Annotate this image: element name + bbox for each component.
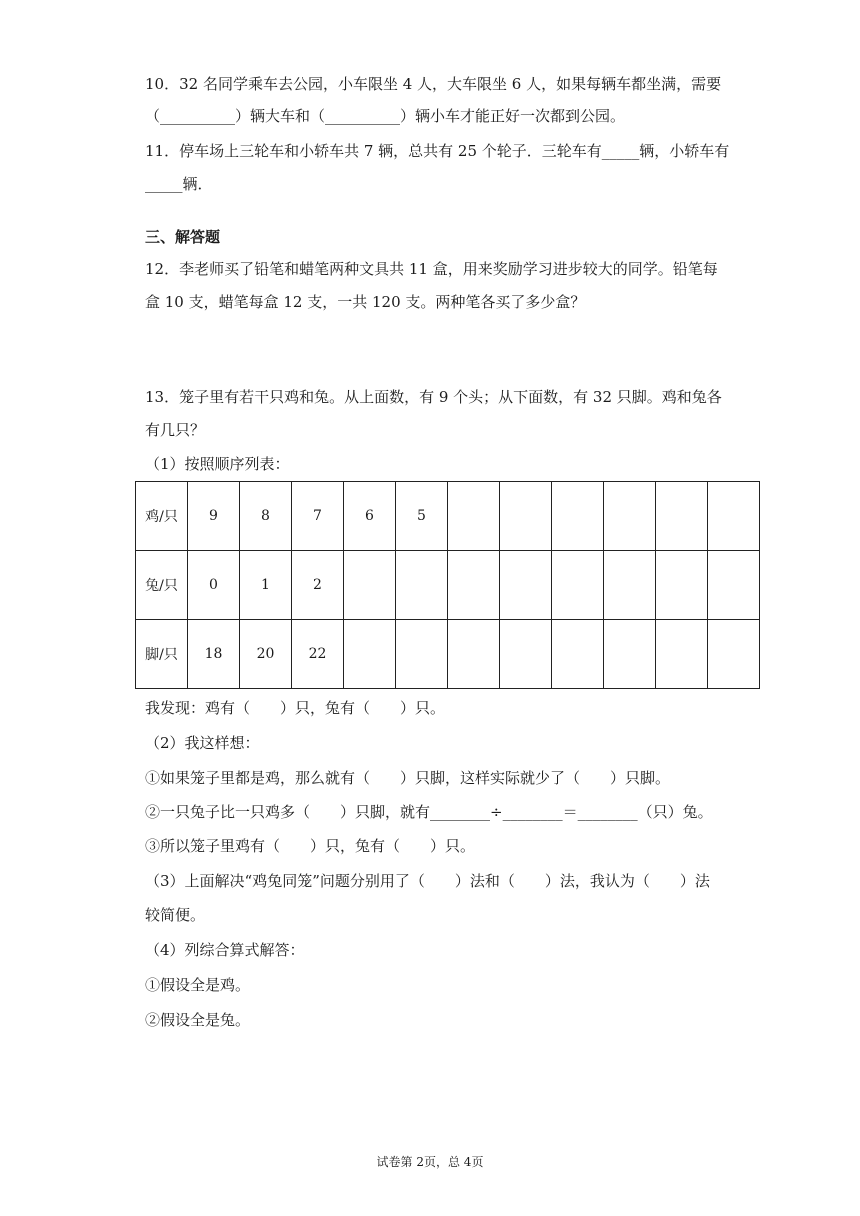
table-cell[interactable] bbox=[604, 620, 656, 689]
row-header: 鸡/只 bbox=[136, 482, 188, 551]
table-cell[interactable]: 8 bbox=[240, 482, 292, 551]
q12-line2: 盒 10 支，蜡笔每盒 12 支，一共 120 支。两种笔各买了多少盒？ bbox=[145, 293, 586, 311]
table-cell[interactable] bbox=[500, 620, 552, 689]
table-cell[interactable]: 2 bbox=[292, 551, 344, 620]
table-cell[interactable] bbox=[344, 620, 396, 689]
table-cell[interactable] bbox=[708, 482, 760, 551]
table-cell[interactable] bbox=[604, 482, 656, 551]
table-cell[interactable] bbox=[708, 551, 760, 620]
q11-line1: 11．停车场上三轮车和小轿车共 7 辆，总共有 25 个轮子．三轮车有_____辆，小轿车有 bbox=[145, 142, 730, 160]
table-cell[interactable] bbox=[604, 551, 656, 620]
q13-line1: 13．笼子里有若干只鸡和兔。从上面数，有 9 个头；从下面数，有 32 只脚。鸡和兔各 bbox=[145, 388, 722, 406]
q13-line2: 有几只？ bbox=[145, 421, 206, 439]
table-cell[interactable] bbox=[396, 620, 448, 689]
table-cell[interactable] bbox=[500, 482, 552, 551]
table-cell[interactable] bbox=[552, 551, 604, 620]
table-cell[interactable] bbox=[552, 482, 604, 551]
table-cell[interactable]: 1 bbox=[240, 551, 292, 620]
table-cell[interactable]: 22 bbox=[292, 620, 344, 689]
q13-step3: ③所以笼子里鸡有（ ）只，兔有（ ）只。 bbox=[145, 837, 476, 855]
q13-part4: （4）列综合算式解答： bbox=[145, 941, 305, 959]
q13-part3-line2: 较简便。 bbox=[145, 906, 206, 924]
table-cell[interactable] bbox=[552, 620, 604, 689]
table-cell[interactable] bbox=[448, 551, 500, 620]
table-row-feet bbox=[136, 620, 760, 689]
row-header: 脚/只 bbox=[136, 620, 188, 689]
table-cell[interactable] bbox=[448, 620, 500, 689]
table-cell[interactable] bbox=[500, 551, 552, 620]
q13-answer2: ②假设全是兔。 bbox=[145, 1011, 251, 1029]
table-cell[interactable]: 20 bbox=[240, 620, 292, 689]
q13-part1: （1）按照顺序列表： bbox=[145, 455, 290, 473]
q10-line2: （__________）辆大车和（__________）辆小车才能正好一次都到公园。 bbox=[145, 107, 626, 125]
q11-line2: _____辆． bbox=[145, 175, 213, 193]
q13-finding: 我发现：鸡有（ ）只，兔有（ ）只。 bbox=[145, 699, 446, 717]
table-row-rabbit bbox=[136, 551, 760, 620]
table-cell[interactable]: 5 bbox=[396, 482, 448, 551]
table-cell[interactable]: 6 bbox=[344, 482, 396, 551]
table-row-chicken bbox=[136, 482, 760, 551]
q10-line1: 10．32 名同学乘车去公园，小车限坐 4 人，大车限坐 6 人，如果每辆车都坐满，需要 bbox=[145, 75, 722, 93]
q13-part2: （2）我这样想： bbox=[145, 734, 260, 752]
q13-answer1: ①假设全是鸡。 bbox=[145, 976, 251, 994]
q12-line1: 12．李老师买了铅笔和蜡笔两种文具共 11 盒，用来奖励学习进步较大的同学。铅笔每 bbox=[145, 260, 718, 278]
table-cell[interactable] bbox=[656, 551, 708, 620]
table-cell[interactable] bbox=[396, 551, 448, 620]
section-heading: 三、解答题 bbox=[145, 228, 221, 246]
q13-step1: ①如果笼子里都是鸡，那么就有（ ）只脚，这样实际就少了（ ）只脚。 bbox=[145, 769, 671, 787]
table-cell[interactable]: 7 bbox=[292, 482, 344, 551]
table-cell[interactable] bbox=[448, 482, 500, 551]
q13-step2: ②一只兔子比一只鸡多（ ）只脚，就有________÷________＝________（只）兔。 bbox=[145, 803, 713, 821]
table-cell[interactable] bbox=[656, 620, 708, 689]
table-cell[interactable]: 0 bbox=[188, 551, 240, 620]
table-cell[interactable] bbox=[708, 620, 760, 689]
table-cell[interactable]: 18 bbox=[188, 620, 240, 689]
table-cell[interactable]: 9 bbox=[188, 482, 240, 551]
row-header: 兔/只 bbox=[136, 551, 188, 620]
table-cell[interactable] bbox=[344, 551, 396, 620]
chicken-rabbit-table bbox=[135, 481, 760, 689]
page-footer: 试卷第 2页，总 4页 bbox=[376, 1155, 484, 1169]
q13-part3-line1: （3）上面解决“鸡兔同笼”问题分别用了（ ）法和（ ）法，我认为（ ）法 bbox=[145, 872, 710, 890]
table-cell[interactable] bbox=[656, 482, 708, 551]
